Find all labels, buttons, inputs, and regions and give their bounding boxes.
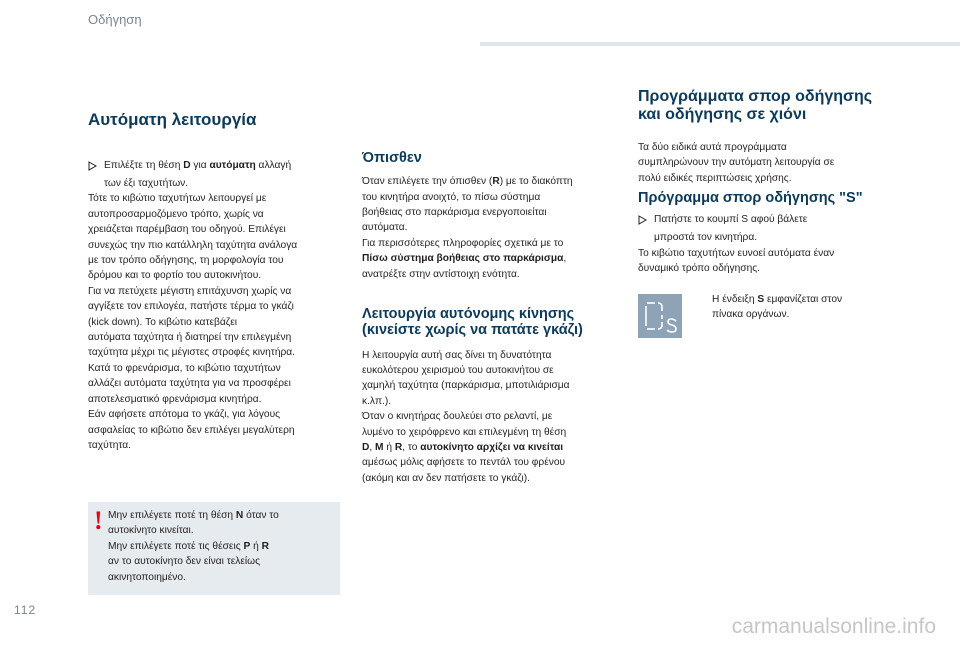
programs-title: Προγράμματα σπορ οδήγησης και οδήγησης σε χιόνι <box>638 88 873 124</box>
bullet-select-d: Επιλέξτε τη θέση D για αυτόματη αλλαγή <box>88 158 346 176</box>
autonomous-text: Η λειτουργία αυτή σας δίνει τη δυνατότητα ευκολότερου χειρισμού του αυτοκινήτου σε χαμηλή ταχύτητα (παρκάρισμα, μποτιλιάρισμα κ.λπ.). Όταν ο κινητήρας δουλεύει στο ρελαντί, με λυμένο το χειρόφρενο και επιλεγμένη τη θέση D, M ή R, το αυτοκίνητο αρχίζει να κινείται αμέσως μόλις αφήσετε το πεντάλ του φρένου (ακόμη και αν δεν πατήσετε το γκάζι). <box>362 349 570 484</box>
autonomous-mode-title: Λειτουργία αυτόνομης κίνησης (κινείστε χωρίς να πατάτε γκάζι) <box>362 306 583 339</box>
warning-text: Μην επιλέγετε ποτέ τη θέση N όταν το αυτοκίνητο κινείται. Μην επιλέγετε ποτέ τις θέσεις P ή R αν το αυτοκίνητο δεν είναι τελείως ακινητοποιημένο. <box>108 510 279 583</box>
header-bar <box>480 42 960 46</box>
reverse-text: Όταν επιλέγετε την όπισθεν (R) με το διακόπτη του κινητήρα ανοιχτό, το πίσω σύστημα βοήθειας στο παρκάρισμα ενεργοποιείται αυτόματα. Για περισσότερες πληροφορίες σχετικά με το Πίσω σύστημα βοήθειας στο παρκάρισμα, ανατρέξτε στην αντίστοιχη ενότητα. <box>362 176 573 280</box>
left-column <box>88 110 346 453</box>
automatic-description: Τότε το κιβώτιο ταχυτήτων λειτουργεί με αυτοπροσαρμοζόμενο τρόπο, χωρίς να χρειάζεται παρέμβαση του οδηγού. Επιλέγει συνεχώς την πιο κατάλληλη ταχύτητα ανάλογα με τον τρόπο οδήγησης, τη μορφολογία του δρόμου και το φορτίο του αυτοκινήτου. Για να πετύχετε μέγιστη επιτάχυνση χωρίς να αγγίξετε τον επιλογέα, πατήστε τέρμα το γκάζι (kick down). Το κιβώτιο κατεβάζει αυτόματα ταχύτητα ή διατηρεί την επιλεγμένη ταχύτητα μέχρι τις μέγιστες στροφές κινητήρα. Κατά το φρενάρισμα, το κιβώτιο ταχυτήτων αλλάζει αυτόματα ταχύτητα για να προσφέρει αποτελεσματικό φρενάρισμα κινητήρα. Εάν αφήσετε απότομα το γκάζι, για λόγους ασφαλείας το κιβώτιο δεν επιλέγει μεγαλύτερη ταχύτητα. <box>88 193 298 451</box>
arrow-bullet-icon <box>638 212 654 230</box>
section-header: Οδήγηση <box>88 12 142 27</box>
page-number: 112 <box>14 603 37 617</box>
sport-program-title: Πρόγραμμα σπορ οδήγησης "S" <box>638 190 863 206</box>
arrow-bullet-icon <box>88 158 104 176</box>
right-column: Προγράμματα σπορ οδήγησης και οδήγησης σε χιόνι Τα δύο ειδικά αυτά προγράμματα συμπληρώνουν την αυτόματη λειτουργία σε πολύ ειδικές περιπτώσεις χρήσης. Πρόγραμμα σπορ οδήγησης "S" Πατήστε το κουμπί S αφού βάλετε μπροστά τον κινητήρα. Το κιβώτιο ταχυτήτων ευνοεί αυτόματα έναν δυναμικό τρόπο οδήγησης. <box>638 88 900 276</box>
warning-icon: ! <box>94 506 103 535</box>
middle-column <box>362 150 614 486</box>
watermark: carmanualsonline.info <box>731 615 936 638</box>
bullet-continuation: των έξι ταχυτήτων. <box>104 178 189 189</box>
warning-box <box>88 502 340 595</box>
automatic-mode-title: Αυτόματη λειτουργία <box>88 110 257 129</box>
reverse-title: Όπισθεν <box>362 150 422 166</box>
programs-text: Τα δύο ειδικά αυτά προγράμματα συμπληρώνουν την αυτόματη λειτουργία σε πολύ ειδικές περιπτώσεις χρήσης. <box>638 141 835 184</box>
indicator-caption: Η ένδειξη S εμφανίζεται στον πίνακα οργάνων. <box>712 294 843 321</box>
bullet-press-s: Πατήστε το κουμπί S αφού βάλετε <box>638 212 900 230</box>
sport-mode-ds-icon <box>638 294 682 338</box>
